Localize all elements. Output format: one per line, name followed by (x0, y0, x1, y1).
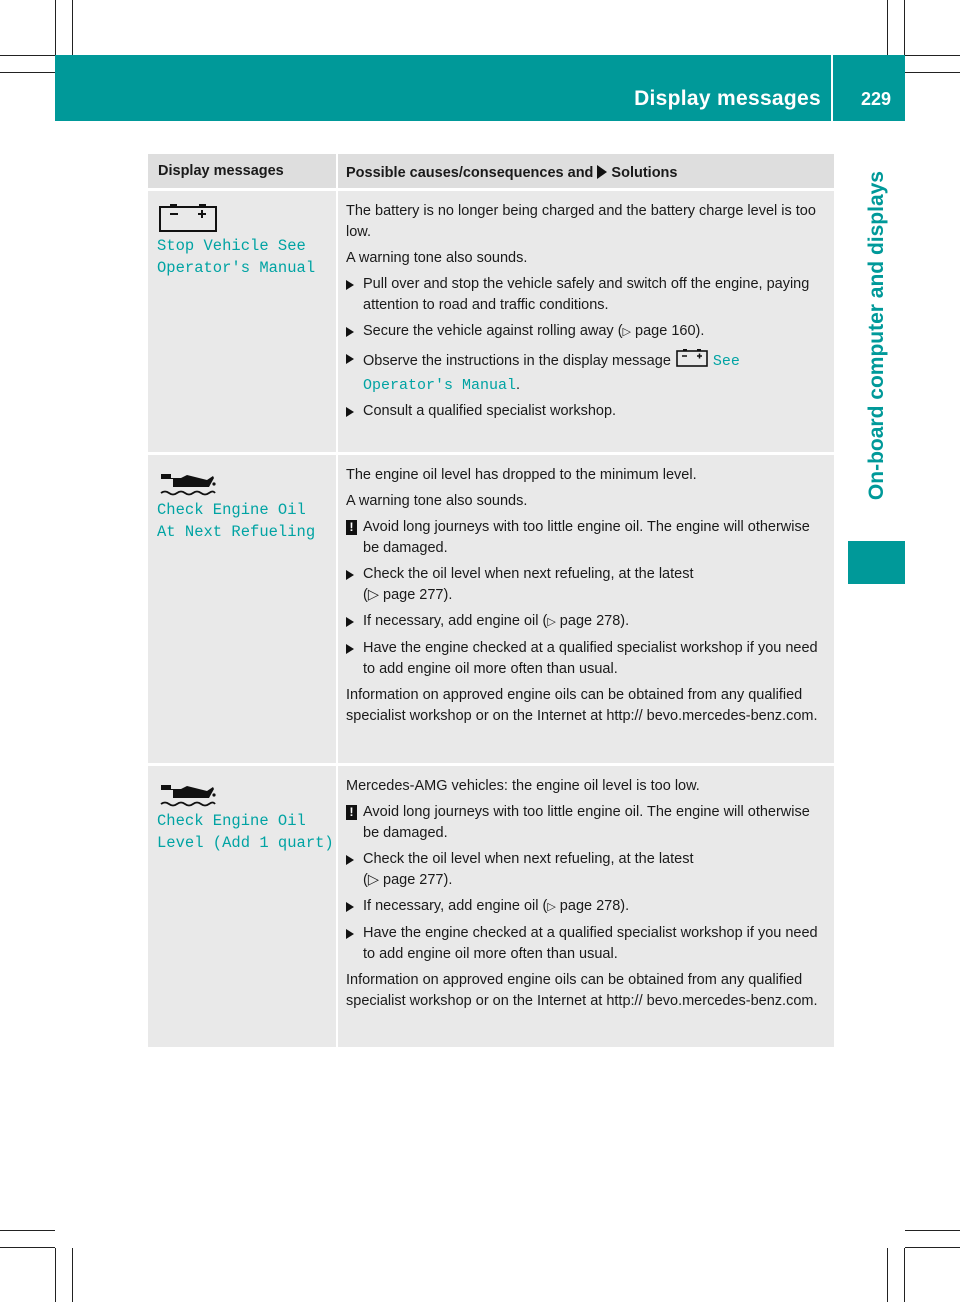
page-ref-icon: ▷ (622, 326, 631, 338)
table-header-row (148, 154, 834, 191)
column-header-causes (336, 154, 834, 188)
page-ref-text[interactable]: (▷ page 277). (363, 587, 453, 603)
step-text: Have the engine checked at a qualified specialist workshop if you need to add engine oil more often than usual. (363, 925, 818, 962)
oil-can-icon (157, 465, 336, 499)
display-message-cell (148, 191, 336, 452)
crop-mark (905, 1230, 960, 1231)
step-arrow-icon (346, 354, 354, 364)
crop-mark (887, 0, 888, 55)
info-text: Information on approved engine oils can be obtained from any qualified specialist workshop or on the Internet at http:// bevo.mercedes-benz.com. (346, 972, 818, 1009)
display-message-cell (148, 766, 336, 1047)
page-title: Display messages (634, 87, 821, 110)
instruction-step (346, 564, 828, 606)
instruction-step (346, 638, 828, 680)
display-messages-table (148, 154, 834, 1050)
step-arrow-icon (346, 327, 354, 337)
arrow-right-icon (597, 165, 607, 179)
step-text: Check the oil level when next refueling, at the latest (363, 851, 694, 867)
step-arrow-icon (346, 855, 354, 865)
oil-can-icon (157, 776, 336, 810)
description-text: The battery is no longer being charged and the battery charge level is too low. (346, 203, 816, 240)
description-text: A warning tone also sounds. (346, 250, 528, 266)
column-header-causes-label: Possible causes/consequences and (346, 165, 594, 181)
crop-mark (0, 1230, 55, 1231)
step-arrow-icon (346, 617, 354, 627)
page-ref-text[interactable]: (▷ page 277). (363, 872, 453, 888)
step-text: Check the oil level when next refueling, at the latest (363, 566, 694, 582)
page-ref-text[interactable]: page 160). (631, 323, 705, 339)
step-arrow-icon (346, 407, 354, 417)
step-text: Pull over and stop the vehicle safely and switch off the engine, paying attention to road and traffic conditions. (363, 276, 810, 313)
crop-mark (905, 55, 960, 56)
crop-mark (904, 1248, 905, 1302)
display-text-line: Stop Vehicle See (157, 237, 306, 255)
warning-note (346, 517, 828, 559)
step-text: Consult a qualified specialist workshop. (363, 403, 617, 419)
step-arrow-icon (346, 280, 354, 290)
instruction-step (346, 348, 828, 396)
display-text-line: Operator's Manual (157, 259, 316, 277)
info-text: Information on approved engine oils can be obtained from any qualified specialist workshop or on the Internet at http:// bevo.mercedes-benz.com. (346, 687, 818, 724)
column-header-solutions-label: Solutions (611, 165, 678, 181)
instruction-step (346, 849, 828, 891)
description-text: The engine oil level has dropped to the minimum level. (346, 467, 697, 483)
warning-text: Avoid long journeys with too little engine oil. The engine will otherwise be damaged. (363, 519, 810, 556)
section-tab-label: On-board computer and displays (864, 171, 888, 501)
display-text-line: Check Engine Oil (157, 812, 306, 830)
description-text: A warning tone also sounds. (346, 493, 528, 509)
description-text: Mercedes-AMG vehicles: the engine oil level is too low. (346, 778, 700, 794)
step-text: If necessary, add engine oil ( (363, 898, 548, 914)
table-row (148, 191, 834, 455)
crop-mark (904, 0, 905, 55)
display-text-inline: See (712, 353, 740, 370)
header-divider (831, 55, 833, 121)
solution-cell (336, 455, 834, 763)
crop-mark (55, 1248, 56, 1302)
page-ref-icon: ▷ (547, 616, 556, 628)
step-text: . (516, 377, 521, 393)
display-text-line: Level (Add 1 quart) (157, 834, 334, 852)
crop-mark (905, 72, 960, 73)
crop-mark (0, 1247, 55, 1248)
warning-text: Avoid long journeys with too little engine oil. The engine will otherwise be damaged. (363, 804, 810, 841)
page-ref-icon: ▷ (547, 901, 556, 913)
table-row (148, 766, 834, 1050)
warning-icon: ! (346, 520, 357, 535)
section-tab (848, 121, 905, 541)
instruction-step (346, 923, 828, 965)
crop-mark (905, 1247, 960, 1248)
page-number: 229 (860, 89, 891, 109)
instruction-step (346, 401, 828, 422)
crop-mark (0, 72, 55, 73)
instruction-step (346, 321, 828, 343)
step-arrow-icon (346, 644, 354, 654)
step-text: Have the engine checked at a qualified specialist workshop if you need to add engine oil more often than usual. (363, 640, 818, 677)
crop-mark (887, 1248, 888, 1302)
step-text: If necessary, add engine oil ( (363, 613, 548, 629)
warning-note (346, 802, 828, 844)
step-arrow-icon (346, 570, 354, 580)
column-header-messages: Display messages (148, 154, 336, 188)
step-arrow-icon (346, 929, 354, 939)
instruction-step (346, 611, 828, 633)
page-header (55, 55, 905, 121)
table-row (148, 455, 834, 766)
display-message-cell (148, 455, 336, 763)
solution-cell (336, 766, 834, 1047)
warning-icon: ! (346, 805, 357, 820)
step-text: Observe the instructions in the display message (363, 353, 671, 369)
instruction-step (346, 896, 828, 918)
crop-mark (55, 0, 56, 55)
display-text-inline: Operator's Manual (363, 377, 517, 394)
section-marker (848, 541, 905, 584)
display-text-line: Check Engine Oil (157, 501, 306, 519)
step-arrow-icon (346, 902, 354, 912)
crop-mark (0, 55, 55, 56)
page-ref-text[interactable]: page 278). (555, 613, 630, 629)
battery-icon (675, 348, 709, 375)
page-ref-text[interactable]: page 278). (555, 898, 630, 914)
crop-mark (72, 1248, 73, 1302)
battery-icon (157, 201, 336, 235)
step-text: Secure the vehicle against rolling away ( (363, 323, 623, 339)
instruction-step (346, 274, 828, 316)
solution-cell (336, 191, 834, 452)
crop-mark (72, 0, 73, 55)
display-text-line: At Next Refueling (157, 523, 316, 541)
